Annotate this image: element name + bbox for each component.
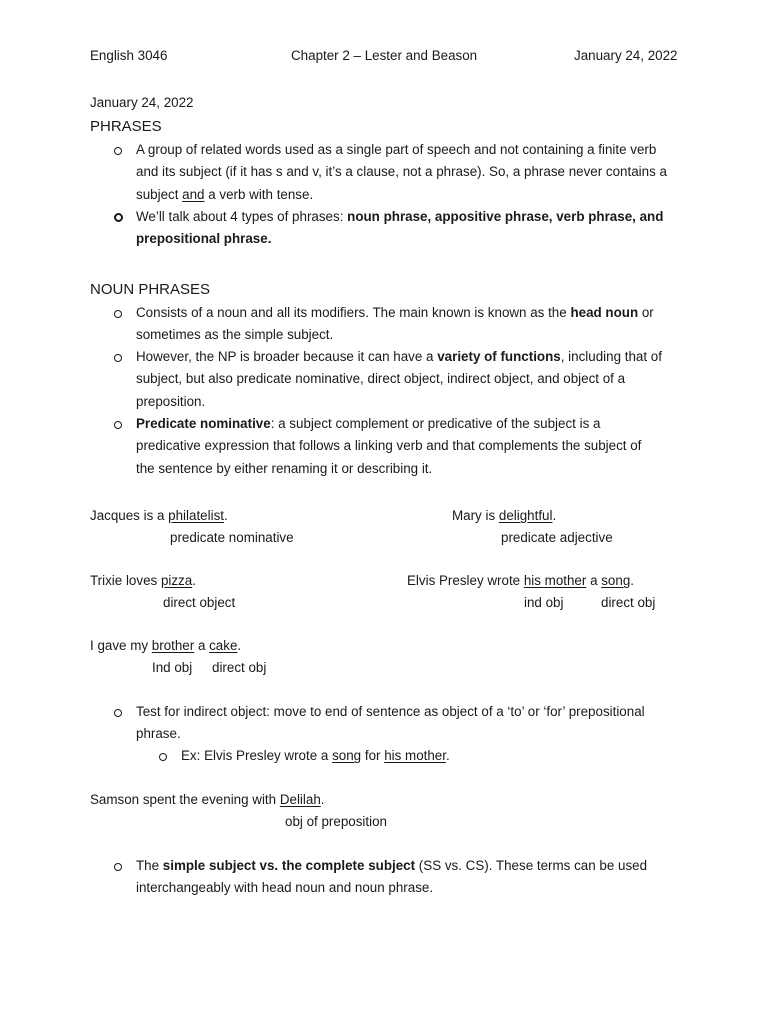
underlined-word: cake [209, 638, 238, 653]
bullet-icon [114, 863, 122, 871]
text-span: a verb with tense. [204, 186, 314, 202]
test-bullet [136, 701, 645, 746]
text-span: a [586, 573, 602, 588]
text-line [136, 346, 662, 368]
text-span: or [638, 305, 654, 320]
example-label: Ind obj [152, 660, 193, 675]
text-span: . [552, 508, 557, 523]
header-course: English 3046 [90, 48, 168, 63]
bullet-icon [114, 147, 122, 155]
text-span: subject [136, 186, 183, 202]
text-line: interchangeably with head noun and noun phrase. [136, 880, 434, 896]
text-span: We’ll talk about 4 types of phrases: [136, 209, 348, 224]
text-span: . [445, 748, 450, 763]
text-line [136, 184, 667, 206]
bullet-icon [114, 213, 123, 222]
text-line: preposition. [136, 393, 206, 409]
underlined-word: song [332, 748, 362, 763]
text-line [136, 206, 663, 228]
text-span: . [192, 573, 196, 588]
underlined-word: song [601, 573, 631, 588]
text-span: The [136, 858, 163, 873]
section-heading-phrases: PHRASES [90, 118, 162, 135]
text-line: A group of related words used as a single part of speech and not containing a finite verb [136, 142, 657, 157]
underlined-word: brother [151, 638, 195, 653]
phrases-bullet-1 [136, 139, 667, 206]
text-span: Samson spent the evening with [90, 792, 280, 807]
example-label: ind obj [524, 595, 564, 610]
underlined-word: his mother [384, 748, 446, 763]
text-span: I gave my [90, 638, 152, 653]
bullet-icon [159, 753, 167, 761]
example-sentence [90, 573, 196, 588]
example-label: direct obj [601, 595, 656, 610]
text-line: Test for indirect object: move to end of sentence as object of a ‘to’ or ‘for’ prepositional [136, 704, 645, 719]
bold-text: simple subject vs. the complete subject [162, 858, 416, 873]
text-span: Elvis Presley wrote [407, 573, 524, 588]
example-label: predicate nominative [170, 530, 294, 545]
bold-text-line: prepositional phrase. [136, 231, 272, 247]
text-span: Jacques is a [90, 508, 169, 523]
text-span: : a subject complement or predicative of the subject is a [270, 416, 601, 431]
test-sub-bullet [181, 748, 450, 763]
bullet-icon [114, 421, 122, 429]
bold-text: variety of functions [437, 349, 561, 364]
text-span: Mary is [452, 508, 499, 523]
text-span: , including that of [560, 349, 662, 364]
text-line [136, 302, 654, 324]
example-label: predicate adjective [501, 530, 613, 545]
underlined-word: philatelist [168, 508, 224, 523]
example-sentence [407, 573, 634, 588]
bold-text: noun phrase, appositive phrase, verb phrase, and [347, 209, 664, 224]
text-line: subject, but also predicate nominative, direct object, indirect object, and object of a [136, 371, 626, 387]
text-span: Consists of a noun and all its modifiers. The main known is known as the [136, 305, 571, 320]
example-sentence [90, 508, 228, 523]
text-line: and its subject (if it has s and v, it’s a clause, not a phrase). So, a phrase never contains a [136, 164, 667, 180]
header-chapter: Chapter 2 – Lester and Beason [291, 48, 478, 63]
section-heading-noun-phrases: NOUN PHRASES [90, 281, 211, 298]
text-span: for [361, 748, 385, 763]
np-bullet-3 [136, 413, 641, 480]
text-span: . [630, 573, 635, 588]
text-line [136, 855, 647, 877]
text-span: . [237, 638, 242, 653]
example-label: direct object [163, 595, 236, 610]
phrases-bullet-2 [136, 206, 663, 251]
text-span: However, the NP is broader because it can have a [136, 349, 438, 364]
underlined-word: pizza [160, 573, 193, 588]
underlined-word: Delilah [279, 792, 321, 807]
example-sentence [90, 792, 325, 807]
text-line: the sentence by either renaming it or describing it. [136, 460, 433, 476]
example-sentence [90, 638, 241, 653]
text-line [136, 413, 641, 435]
np-bullet-1 [136, 302, 654, 347]
text-span: Trixie loves [90, 573, 161, 588]
text-span: Ex: Elvis Presley wrote a [181, 748, 333, 763]
text-span: a [194, 638, 210, 653]
header-date: January 24, 2022 [574, 48, 678, 63]
example-label: obj of preposition [285, 814, 387, 829]
bullet-icon [114, 310, 122, 318]
text-line: sometimes as the simple subject. [136, 327, 334, 343]
bold-text: head noun [570, 305, 639, 320]
bullet-icon [114, 354, 122, 362]
example-label: direct obj [212, 660, 267, 675]
date-line: January 24, 2022 [90, 95, 194, 110]
underlined-word: and [182, 186, 205, 202]
underlined-word: delightful [498, 508, 553, 523]
bold-text: Predicate nominative [136, 416, 271, 431]
np-bullet-2 [136, 346, 662, 413]
text-line: predicative expression that follows a linking verb and that complements the subject of [136, 438, 642, 454]
text-span: (SS vs. CS). These terms can be used [415, 858, 648, 873]
underlined-word: his mother [523, 573, 587, 588]
example-sentence [452, 508, 556, 523]
text-line: phrase. [136, 726, 181, 742]
text-span: . [320, 792, 325, 807]
text-span: . [223, 508, 228, 523]
bullet-icon [114, 709, 122, 717]
simple-subject-bullet [136, 855, 647, 900]
